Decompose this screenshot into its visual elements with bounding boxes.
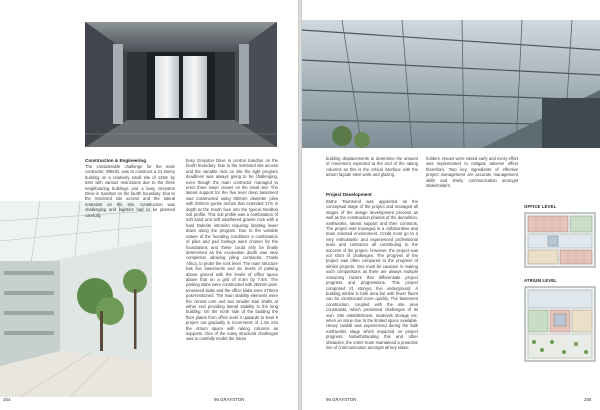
left-page bbox=[0, 0, 298, 410]
right-page-number: 255 bbox=[584, 397, 592, 402]
right-page-column-2: holders. Issues were raised early and every effort was implemented to mitigate adverse effect therefrom. Two key ingredients of effective project management are accurate management skills and timely communication amongst stakeholders. bbox=[426, 156, 518, 189]
office-level-plan bbox=[524, 212, 596, 268]
left-page-number: 254 bbox=[3, 397, 11, 402]
left-page-column-1: The considerable challenge for the main contractor, WBHO, was to construct a 21 storey building on a relatively small site of 145m by 63m with various restrictions due to the three neighbouring buildings and a busy Greyston Drive in Sandton on the fourth boundary. Due to the restricted site access and the lateral restraints on the site, construction was challenging and logistics had to be planned carefully. bbox=[85, 164, 175, 218]
project-development-heading: Project Development bbox=[326, 192, 372, 197]
elevator-lobby-photo bbox=[85, 22, 277, 147]
right-page-intro: building displacements to determine the amount of movement expected at the end of the raking columns as this is the critical interface with the atrium façade steel work and glazing. bbox=[326, 156, 418, 178]
right-page bbox=[302, 0, 600, 410]
atrium-interior-photo bbox=[0, 201, 152, 397]
atrium-facade-photo bbox=[302, 20, 600, 148]
construction-heading: Construction & Engineering bbox=[85, 158, 146, 163]
left-page-column-2: busy Greyston Drive in central Sandton on the fourth boundary. Due to the restricted site access and the variable rock on site the tight program deadlines was always going to be challenging, even though the main contractor managed to erect three tower cranes on the small site. The lateral support for the five level deep basement was constructed using 600mm diameter piles with 200mm gunite arches that extended 17m in depth at the South face into the typical Sandton soil profile. This soil profile was a combination of soft sand and soft weathered granite rock with a hard Dolerite intrusion requiring blasting lower down along the program. Due to the variable nature of the founding conditions a combination of piles and pad footings were chosen for the foundations and these could only be finally determined as the excavation depth was near completion allowing piling contractor, Franki Africa, to probe the rock level. The main structure has five basements and six levels of parking above ground with the levels of office space above that on a grid of 8.4m by 7.6m. The parking slabs were constructed with 250mm post-tensioned slabs and the office slabs were 270mm post-tensioned. The main stability elements were the central core and two smaller stair shafts at either end providing lateral stability to the long building. On the north side of the building the floor plates from office level 3 upwards to level 9 project out gradually in increments of 1.4m into the Atrium space with raking columns as supports. One of the many structural challenges was to carefully model the future bbox=[186, 158, 278, 342]
left-folio-title: 96 GRAYSTON bbox=[214, 397, 245, 402]
atrium-level-plan bbox=[524, 286, 596, 362]
right-folio-title: 96 GRAYSTON bbox=[326, 397, 357, 402]
office-level-label: OFFICE LEVEL bbox=[524, 204, 557, 209]
right-page-column-1: Bothe Townsend was appointed as the conceptual stage of the project and managed all stages of the design development process as well as the construction phases of the demolition, earthworks, lateral support and then contracts. The project was managed in a collaborative and team oriented environment. Credit must go to a very enthusiastic and experienced professional team and contractor all contributing to the success of the project. However, the project was not short of challenges. The progress of the project was often compared to the progress of similar projects. One must be cautious in making such comparisons as there are always multiple remaining factors that differentiate project progress and progressions. This project comprised 21 storeys, five underground. A building similar in bulk area but with fewer floors can be constructed more quickly. The basement construction, coupled with the site area constraints, which presented challenges of its own. Site establishment, materials storage etc, when an issue due to the limited space available. Heavy rainfall was experienced during the bulk earthworks stage which impacted on project progress. Notwithstanding this and other obstacles, the entire team maintained a proactive line of communication amongst all key stake- bbox=[326, 199, 418, 350]
atrium-level-label: ATRIUM LEVEL bbox=[524, 278, 558, 283]
